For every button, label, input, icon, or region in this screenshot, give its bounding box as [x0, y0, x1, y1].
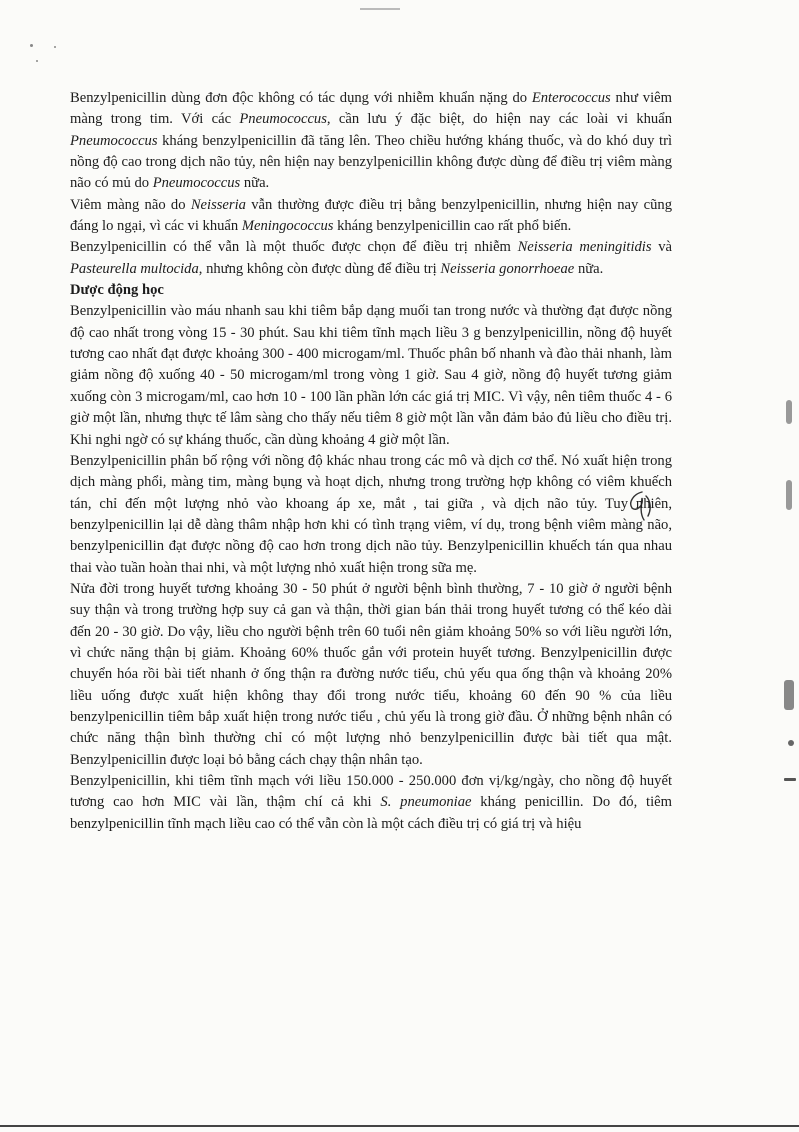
italic-term: Neisseria gonorrhoeae	[440, 260, 575, 277]
section-heading	[70, 280, 672, 301]
scan-artifact-bottom	[0, 1125, 799, 1127]
text-run: , nhưng không còn được dùng để điều trị	[198, 260, 441, 277]
text-run: kháng benzylpenicillin cao rất phổ biến.	[333, 218, 572, 235]
text-run: Dược động học	[70, 282, 164, 299]
scan-artifact-dot	[36, 60, 38, 62]
paragraph	[70, 771, 672, 835]
italic-term: Neisseria meningitidis	[517, 239, 652, 256]
italic-term: Neisseria	[190, 196, 246, 213]
paragraph	[70, 451, 672, 579]
scan-artifact-dot	[786, 480, 792, 510]
text-run: Benzylpenicillin dùng đơn độc không có tác dụng với nhiễm khuẩn nặng do	[70, 90, 532, 106]
scan-artifact-top	[360, 8, 400, 10]
scan-artifact-dot	[784, 778, 796, 781]
paragraph	[70, 195, 672, 238]
italic-term: Pasteurella multocida	[70, 260, 199, 277]
italic-term: Enterococcus	[531, 90, 611, 106]
text-run: Nửa đời trong huyết tương khoảng 30 - 50 phút ở người bệnh bình thường, 7 - 10 giờ ở người bệnh suy thận và trong trường hợp suy cả gan và thận, thời gian bán thải trong huyết tương có thể kéo dài đến 20 - 30 giờ. Do vậy, liều cho người bệnh trên 60 tuổi nên giảm khoảng 50% so với liều người lớn, vì chức năng thận bị giảm. Khoảng 60% thuốc gắn với protein huyết tương. Benzylpenicillin được chuyển hóa rồi bài tiết nhanh ở ống thận ra đường nước tiểu, chủ yếu qua ống thận và khoảng 20% liều uống được xuất hiện không thay đổi trong nước tiểu, khoảng 60 đến 90 % của liều benzylpenicillin tiêm bắp xuất hiện trong nước tiểu , chủ yếu là trong giờ đầu. Ở những bệnh nhân có chức năng thận bình thường chỉ có một lượng nhỏ benzylpenicillin được bài tiết qua mật. Benzylpenicillin được loại bỏ bằng cách chạy thận nhân tạo.	[70, 580, 672, 768]
text-run: Benzylpenicillin phân bố rộng với nồng độ khác nhau trong các mô và dịch cơ thể. Nó xuất hiện trong dịch màng phổi, màng tim, màng bụng và hoạt dịch, nhưng trong trường hợp không có viêm khuếch tán, chỉ đến một lượng nhỏ vào khoang áp xe, mắt , tai giữa , và dịch não tủy. Tuy nhiên, benzylpenicillin lại dễ dàng thâm nhập hơn khi có tình trạng viêm, ví dụ, trong bệnh viêm màng não, benzylpenicillin đạt được nồng độ cao hơn trong dịch não tủy. Benzylpenicillin khuếch tán qua nhau thai vào tuần hoàn thai nhi, và một lượng nhỏ xuất hiện trong sữa mẹ.	[70, 452, 672, 576]
scan-artifact-dot	[30, 44, 33, 47]
italic-term: S. pneumoniae	[380, 794, 472, 811]
paragraph	[70, 88, 672, 195]
scan-artifact-dot	[784, 680, 794, 710]
text-run: như viêm màng trong tim. Với các	[70, 90, 672, 128]
italic-term: Pneumococcus	[70, 132, 158, 149]
italic-term: Pneumococcus	[239, 111, 327, 128]
text-run: nữa.	[574, 260, 604, 277]
italic-term: Pneumococcus	[152, 175, 241, 192]
text-run: Benzylpenicillin có thể vẫn là một thuốc được chọn để điều trị nhiễm	[70, 239, 518, 256]
text-run: vẫn thường được điều trị bằng benzylpenicillin, nhưng hiện nay cũng đáng lo ngại, vì các vi khuẩn	[70, 196, 672, 235]
text-run: kháng benzylpenicillin đã tăng lên. Theo chiều hướng kháng thuốc, và do khó duy trì nồng độ cao trong dịch não tủy, nên hiện nay benzylpenicillin không được dùng để điều trị viêm màng não có mủ do	[70, 132, 672, 192]
scan-artifact-dot	[786, 400, 792, 424]
text-run: và	[651, 239, 672, 256]
text-run: Benzylpenicillin vào máu nhanh sau khi tiêm bắp dạng muối tan trong nước và thường đạt được nồng độ cao nhất trong vòng 15 - 30 phút. Sau khi tiêm tĩnh mạch liều 3 g benzylpenicillin, nồng độ huyết tương cao nhất đạt được khoảng 300 - 400 microgam/ml. Thuốc phân bố nhanh và đào thải nhanh, làm giảm nồng độ xuống 40 - 50 microgam/ml trong vòng 1 giờ. Sau 4 giờ, nồng độ huyết tương giảm xuống còn 3 microgam/ml, cao hơn 10 - 100 lần phần lớn các giá trị MIC. Vì vậy, nên tiêm thuốc 4 - 6 giờ một lần, nhưng thực tế lâm sàng cho thấy nếu tiêm 8 giờ một lần vẫn đảm bảo đủ liều cho điều trị. Khi nghi ngờ có sự kháng thuốc, cần dùng khoảng 4 giờ một lần.	[70, 303, 672, 448]
document-body	[70, 88, 672, 835]
scan-artifact-dot	[54, 46, 56, 48]
text-run: Viêm màng não do	[70, 196, 191, 213]
paragraph	[70, 579, 672, 771]
text-run: Benzylpenicillin, khi tiêm tĩnh mạch với liều 150.000 - 250.000 đơn vị/kg/ngày, cho nồng độ huyết tương cao hơn MIC vài lần, thậm chí cả khi	[70, 773, 672, 811]
italic-term: Meningococcus	[241, 218, 334, 235]
scan-artifact-dot	[788, 740, 794, 746]
text-run: , cần lưu ý đặc biệt, do hiện nay các loài vi khuẩn	[326, 111, 672, 128]
text-run: nữa.	[240, 175, 270, 192]
paragraph	[70, 237, 672, 280]
text-run: kháng penicillin. Do đó, tiêm benzylpenicillin tĩnh mạch liều cao có thể vẫn còn là một cách điều trị có giá trị và hiệu	[70, 794, 672, 832]
paragraph	[70, 301, 672, 450]
